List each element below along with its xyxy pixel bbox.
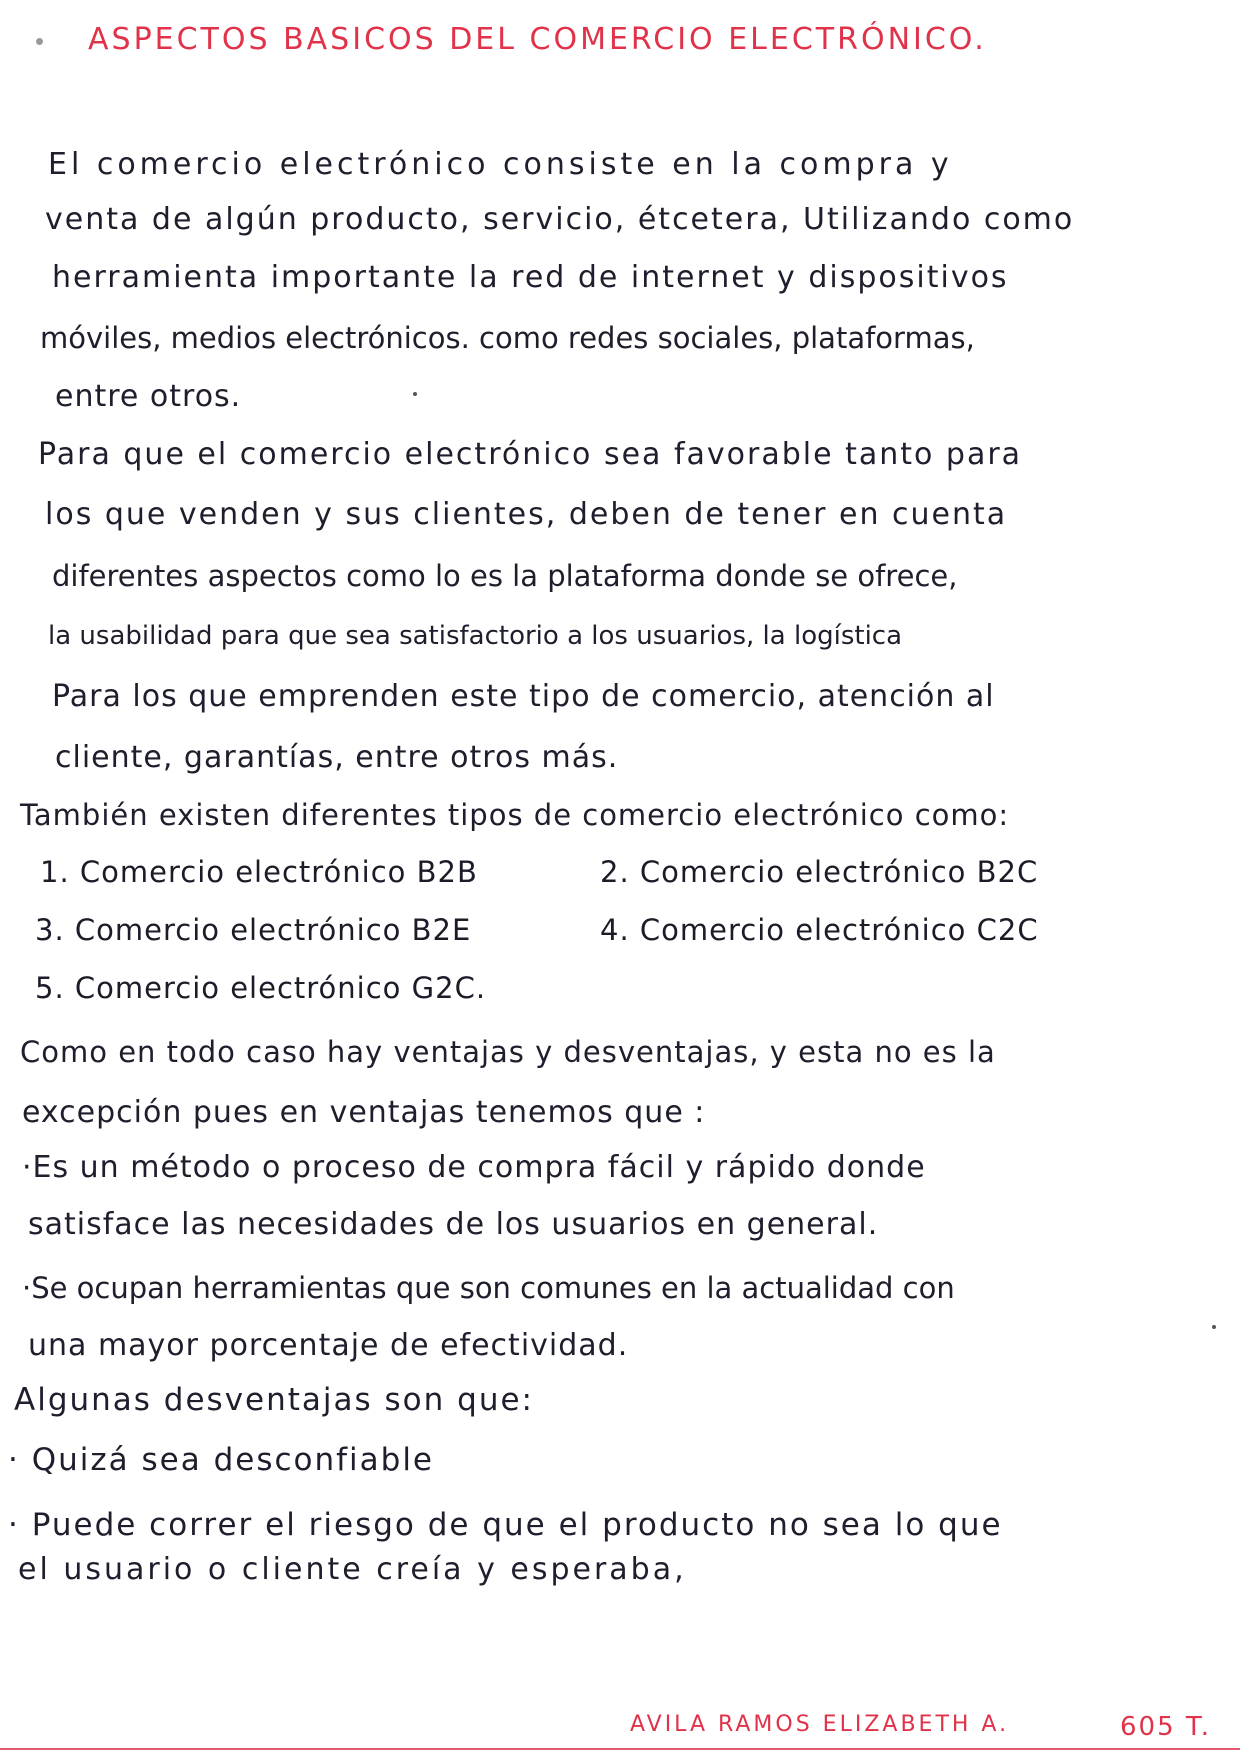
type-item-b2c: 2. Comercio electrónico B2C — [600, 855, 1039, 889]
advantage-2-line-1: ·Se ocupan herramientas que son comunes en la actualidad con — [22, 1271, 955, 1305]
type-item-b2b: 1. Comercio electrónico B2B — [40, 855, 478, 889]
paragraph-2-line-5: Para los que emprenden este tipo de comercio, atención al — [52, 679, 995, 714]
ink-dot — [36, 38, 43, 45]
advantages-intro-line-2: excepción pues en ventajas tenemos que : — [22, 1095, 706, 1130]
paragraph-1-line-5: entre otros. — [55, 379, 242, 414]
type-item-c2c: 4. Comercio electrónico C2C — [600, 913, 1039, 947]
page-title: ASPECTOS BASICOS DEL COMERCIO ELECTRÓNICO. — [88, 22, 987, 57]
paragraph-2-line-3: diferentes aspectos como lo es la plataforma donde se ofrece, — [52, 559, 958, 593]
paragraph-1-line-2: venta de algún producto, servicio, étcetera, Utilizando como — [45, 202, 1075, 237]
advantage-1-line-2: satisface las necesidades de los usuarios en general. — [28, 1207, 879, 1242]
advantage-1-line-1: ·Es un método o proceso de compra fácil y rápido donde — [22, 1150, 926, 1185]
ink-dot — [1212, 1325, 1216, 1329]
types-intro: También existen diferentes tipos de comercio electrónico como: — [20, 798, 1010, 832]
paragraph-2-line-6: cliente, garantías, entre otros más. — [55, 740, 619, 775]
paragraph-1-line-4: móviles, medios electrónicos. como redes sociales, plataformas, — [40, 321, 975, 355]
paragraph-2-line-2: los que venden y sus clientes, deben de tener en cuenta — [45, 497, 1008, 532]
paragraph-1-line-3: herramienta importante la red de internet y dispositivos — [52, 260, 1009, 295]
ink-dot — [413, 392, 417, 396]
disadvantage-1: · Quizá sea desconfiable — [8, 1442, 435, 1478]
type-item-g2c: 5. Comercio electrónico G2C. — [35, 971, 487, 1005]
paragraph-2-line-1: Para que el comercio electrónico sea favorable tanto para — [38, 437, 1023, 472]
disadvantage-2-line-1: · Puede correr el riesgo de que el producto no sea lo que — [8, 1507, 1003, 1543]
paragraph-2-line-4: la usabilidad para que sea satisfactorio a los usuarios, la logística — [48, 621, 903, 651]
student-group: 605 T. — [1120, 1712, 1211, 1742]
footer-rule — [0, 1748, 1240, 1750]
disadvantages-intro: Algunas desventajas son que: — [14, 1382, 534, 1418]
advantage-2-line-2: una mayor porcentaje de efectividad. — [28, 1328, 629, 1363]
disadvantage-2-line-2: el usuario o cliente creía y esperaba, — [18, 1552, 687, 1587]
paragraph-1-line-1: El comercio electrónico consiste en la compra y — [48, 147, 953, 182]
student-name: AVILA RAMOS ELIZABETH A. — [630, 1712, 1010, 1737]
type-item-b2e: 3. Comercio electrónico B2E — [35, 913, 472, 947]
advantages-intro-line-1: Como en todo caso hay ventajas y desventajas, y esta no es la — [20, 1035, 996, 1069]
